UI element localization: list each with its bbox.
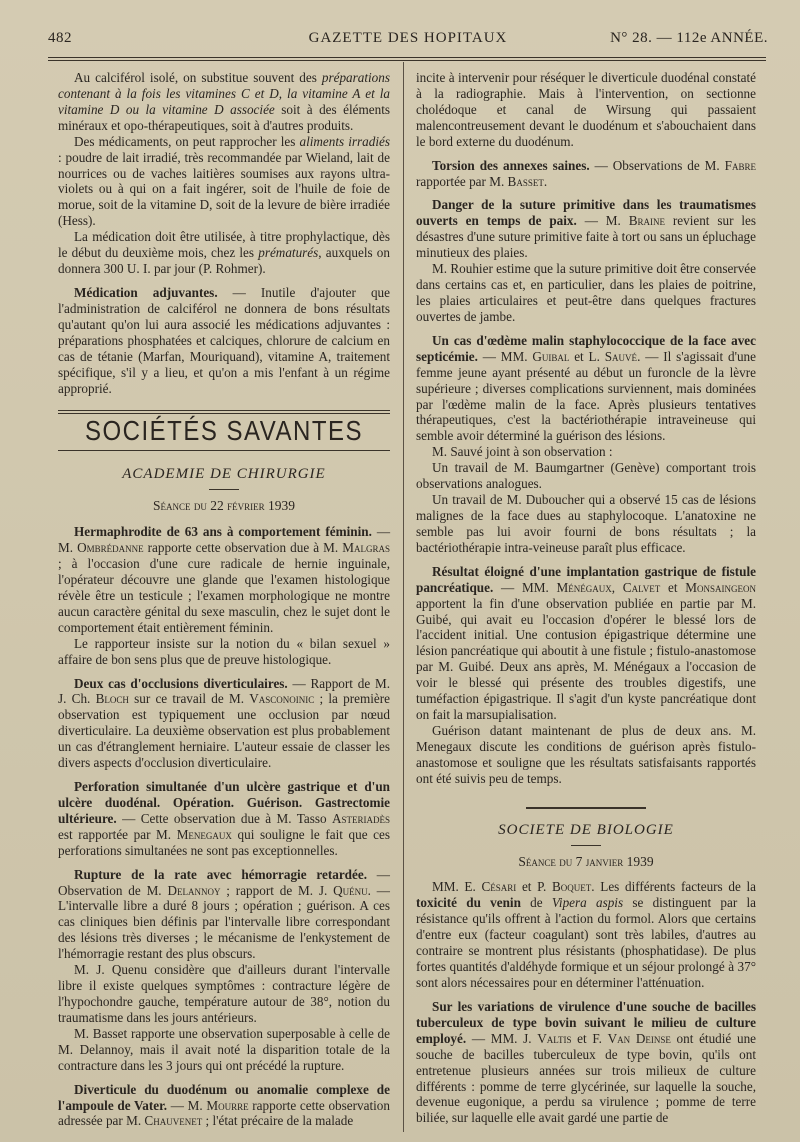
short-rule xyxy=(571,845,601,846)
society-heading: SOCIETE DE BIOLOGIE xyxy=(498,821,674,838)
article: Danger de la suture primitive dans les traumatismes ouverts en temps de paix. — M. Braine revient sur les désastres d'une suture primitive faite à tort ou sans un épluchage minutieux des plaies. xyxy=(416,197,756,261)
article: Sur les variations de virulence d'une souche de bacilles tuberculeux de type bovin suivant le milieu de culture employé. — MM. J. Valtis et F. Van Deinse ont étudié une souche de bacilles tuberculeux de type bovin, qu'ils ont entretenue plusieurs années sur trois milieux de culture différents : pomme de terre glycérinée, sur laquelle la souche, devenue eugonique, a perdu sa virulence ; pomme de terre biliée, sur laquelle elle avait gardé une partie de xyxy=(416,998,757,1126)
section-rule xyxy=(526,807,646,809)
article: Deux cas d'occlusions diverticulaires. — Rapport de M. J. Ch. Bloch sur ce travail de M. Vasconoinic ; la première observation est typiquement une occlusion par nœud diverticulaire. La deuxième observation est plus probablement un cas d'étranglement herniaire. L'auteur essaie de classer les divers aspects d'occlusion diverticulaire. xyxy=(58,675,390,771)
article: Un cas d'œdème malin staphylococcique de la face avec septicémie. — MM. Guibal et L. Sauvé. — Il s'agissait d'une femme jeune ayant présenté au début un furoncle de la lèvre supérieure ; diverses complications surviennent, mais dominées par l'œdème malin de la face. Après plusieurs tentatives thérapeutiques, c'est la bactériothérapie intraveineuse qui semble avoir déterminé la guérison des lésions. xyxy=(416,332,756,444)
article: MM. E. Césari et P. Boquet. Les différents facteurs de la toxicité du venin de Vipera aspis se distinguent par la résistance qu'ils offrent à l'action du formol. Alors que certains d'entre eux (facteur coagulant) sont très labiles, d'autres au contraire se montrent plus résistants (phosphatidase). De plus fortes quantités d'aldéhyde formique et un séjour prolongé à 37° sont alors nécessaires pour en déterminer l'atténuation. xyxy=(416,879,757,991)
paragraph: M. Sauvé joint à son observation : xyxy=(432,444,613,460)
article: Diverticule du duodénum ou anomalie complexe de l'ampoule de Vater. — M. Mourre rapporte cette observation adressée par M. Chauvenet ; l'état précaire de la malade xyxy=(58,1081,390,1129)
right-column xyxy=(416,70,756,1126)
paragraph: Des médicaments, on peut rapprocher les aliments irradiés : poudre de lait irradié, très recommandée par Wieland, lait de nourrices ou de vaches laitières soumises aux rayons ultra-violets ou à qui on a fait ingérer, soit de l'huile de foie de morue, soit de la vitamine D, soit de la levure de bière irradiée (Hess). xyxy=(58,133,390,229)
article: Résultat éloigné d'une implantation gastrique de fistule pancréatique. — MM. Ménégaux, Calvet et Monsaingeon apportent la fin d'une observation publiée en partie par M. Guibé, qui avait eu l'occasion d'opérer le blessé lors de l'accident initial. Une contusion épigastrique détermine une lésion pancréatique qui aboutit à une fistule ; fistulo-anastomose par M. Guibé. Deux ans après, M. Ménégaux a l'occasion de voir le blessé qui présente des troubles digestifs, une tuméfaction épigastrique. Il s'agit d'un kyste pancréatique dont on fait la marsupialisation. xyxy=(416,563,757,723)
paragraph: Le rapporteur insiste sur la notion du « bilan sexuel » affaire de bon sens plus que de preuve histologique. xyxy=(58,635,390,667)
header-rule xyxy=(48,57,766,58)
page-number: 482 xyxy=(48,30,72,46)
left-column xyxy=(58,70,390,1129)
short-rule xyxy=(209,489,239,490)
session-date: Séance du 7 janvier 1939 xyxy=(518,853,654,869)
article: Rupture de la rate avec hémorragie retardée. — Observation de M. Delannoy ; rapport de M. J. Quénu. — L'intervalle libre a duré 8 jours ; opération ; guérison. A ces cas cliniques bien définis par l'intervalle libre correspondant des lésions très diverses ; le mécanisme de l'enkystement de l'hémorragie restant des plus obscurs. xyxy=(58,866,390,962)
issue-number: N° 28. — 112e ANNÉE. xyxy=(610,30,768,46)
article: Perforation simultanée d'un ulcère gastrique et d'un ulcère duodénal. Opération. Guérison. Gastrectomie ultérieure. — Cette observation due à M. Tasso Asteriadès est rapportée par M. Menegaux qui souligne le fait que ces perforations simultanées ne sont pas exceptionnelles. xyxy=(58,779,390,858)
session-date: Séance du 22 février 1939 xyxy=(152,498,295,514)
paragraph: Au calciférol isolé, on substitue souvent des préparations contenant à la fois les vitamines C et D, la vitamine A et la vitamine D ou la vitamine D associée soit à des éléments minéraux et opo-thérapeutiques, soit à d'autres produits. xyxy=(58,70,390,133)
society-heading: ACADEMIE DE CHIRURGIE xyxy=(122,466,326,483)
column-divider xyxy=(403,62,404,1132)
paragraph: Un travail de M. Baumgartner (Genève) comportant trois observations analogues. xyxy=(416,460,756,492)
paragraph: La médication doit être utilisée, à titre prophylactique, dès le début du deuxième mois, chez les prématurés, auxquels on donnera 300 U. I. par jour (P. Rohmer). xyxy=(58,229,390,277)
paragraph: M. J. Quenu considère que d'ailleurs durant l'intervalle libre il existe quelques symptômes : contracture légère de l'hypochondre gauche, température autour de 38°, notion du traumatisme dans les jours antérieurs. xyxy=(58,962,390,1025)
article: Torsion des annexes saines. — Observations de M. Fabre rapportée par M. Basset. xyxy=(416,157,756,189)
header-rule-2 xyxy=(48,60,766,61)
paragraph: Guérison datant maintenant de plus de deux ans. M. Menegaux discute les conditions de guérison après fistulo-anastomose et souligne que les résultats satisfaisants rapportés ont été suivis peu de temps. xyxy=(416,722,756,786)
page-header xyxy=(48,28,768,52)
section-rule xyxy=(58,450,390,451)
paragraph: incite à intervenir pour réséquer le diverticule duodénal constaté à la radiographie. Mais à l'intervention, on sectionne cholédoque et canal de Wirsung qui passaient malencontreusement devant le duodénum et s'abouchaient dans le bord externe du duodénum. xyxy=(416,70,756,149)
paragraph: M. Basset rapporte une observation superposable à celle de M. Delannoy, mais il avait noté la disparition totale de la contracture dans les 3 jours qui ont précédé la rupture. xyxy=(58,1025,390,1073)
article: Hermaphrodite de 63 ans à comportement féminin. — M. Ombrédanne rapporte cette observation due à M. Malgras ; à l'occasion d'une cure radicale de hernie inguinale, l'opérateur découvre une glande que l'examen histologique révèle être un testicule ; l'examen morphologique ne montre aucun caractère génital du sexe masculin, chez le sujet dont le comportement était entièrement féminin. xyxy=(58,524,390,635)
section-rule xyxy=(58,410,390,414)
paragraph: M. Rouhier estime que la suture primitive doit être conservée dans certains cas et, en particulier, dans les plaies de poitrine, les plaies articulaires et peut-être dans quelques fractures ouvertes de jambe. xyxy=(416,261,756,324)
journal-title: GAZETTE DES HOPITAUX xyxy=(308,30,508,46)
paragraph: Un travail de M. Duboucher qui a observé 15 cas de lésions malignes de la face dues au staphylocoque. L'anatoxine ne semble pas lui avoir fourni de bons résultats ; la bactériothérapie intra-veineuse paraît plus efficace. xyxy=(416,492,756,555)
section-title: SOCIÉTÉS SAVANTES xyxy=(84,416,363,448)
paragraph: Médication adjuvantes. — Inutile d'ajouter que l'administration de calciférol ne donnera de bons résultats qu'autant qu'on lui aura associé les médications adjuvantes : préparations phosphatées et calciques, chlorure de calcium en cas de tétanie (Marfan, Mouriquand), vitamine A, traitement spécifique, s'il y a lieu, et qu'on a mis l'enfant à un régime approprié. xyxy=(58,284,390,396)
